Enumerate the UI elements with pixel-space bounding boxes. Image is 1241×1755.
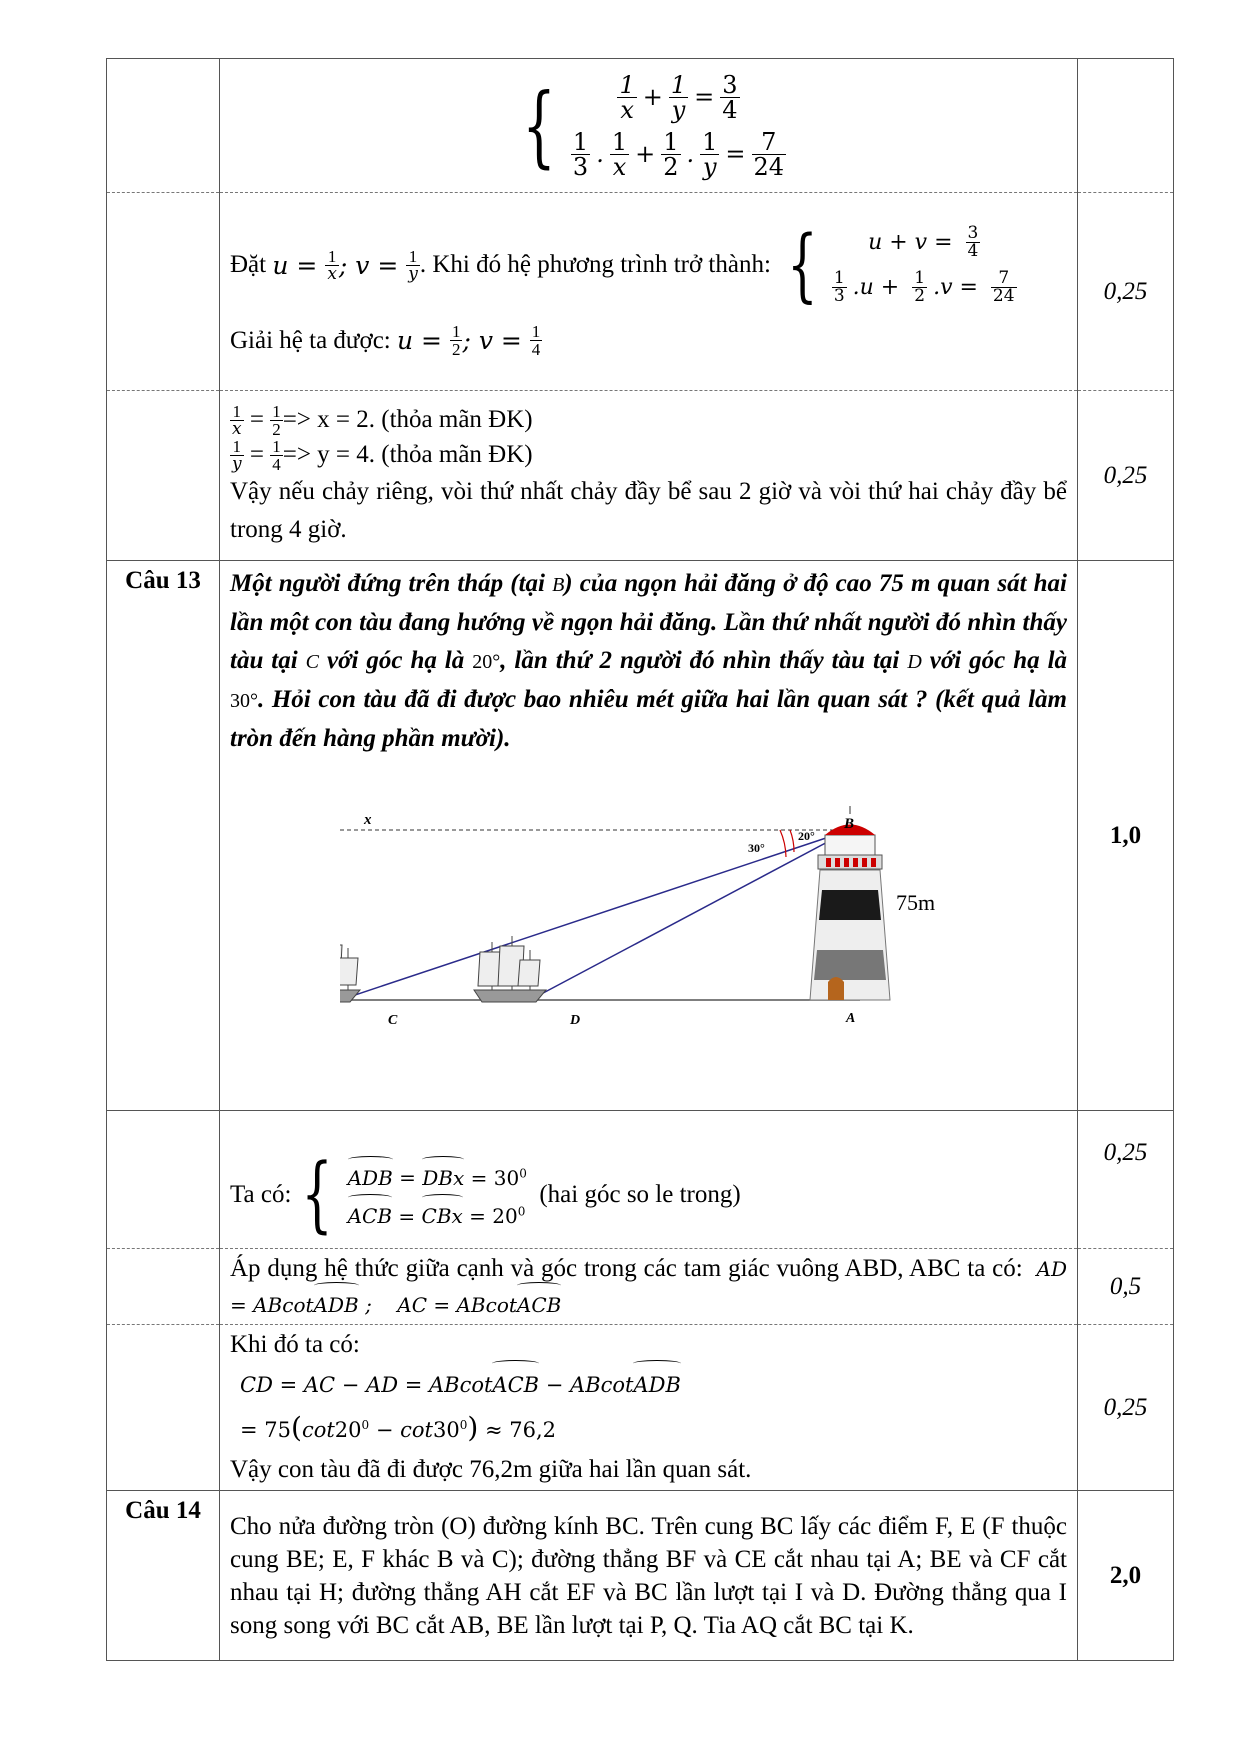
label-a: A bbox=[846, 1011, 856, 1026]
score-apdung: 0,5 bbox=[1078, 1249, 1174, 1325]
score-substitution: 0,25 bbox=[1078, 193, 1174, 391]
uv-system: { u + v = $\frac{3}{4}$ $\frac{1}{3}$ .u + $\frac{1}{2}$ .v = $\frac{7}{24}$ bbox=[787, 218, 1015, 311]
cau13-problem-text: Một người đứng trên tháp (tại B) của ngọn hải đăng ở độ cao 75 m quan sát hai lần một con tàu đang hướng về ngọn hải đăng. Lần thứ nhất người đó nhìn thấy tàu tại C với góc hạ là 20°, lần thứ 2 người đó nhìn thấy tàu tại D với góc hạ là 30°. Hỏi con tàu đã đi được bao nhiêu mét giữa hai lần quan sát ? (kết quả làm tròn đến hàng phần mười). bbox=[230, 570, 1068, 752]
score-results: 0,25 bbox=[1078, 391, 1174, 561]
angle-label-30: 30° bbox=[748, 841, 765, 855]
row-system bbox=[107, 59, 1174, 193]
row-khido: Khi đó ta có: CD = AC − AD = ABcotACB − ABcotADB = $75(\cot 20^0 - \cot 30^0) \approx 76,2$ Vậy con tàu đã đi được 76,2m giữa hai lần quan sát. 0,25 bbox=[107, 1325, 1174, 1491]
question-label-14: Câu 14 bbox=[107, 1491, 220, 1661]
equation-system: { $\frac{1}{x}$ + $\frac{1}{y}$ = $\frac{3}{4}$ $\frac{1}{3}$ . $\frac{1}{x}$ + $\frac{1}{2}$ . $\frac{1}{y}$ = $\frac{7}{24}$ bbox=[522, 70, 785, 181]
row-apdung: Áp dụng hệ thức giữa cạnh và góc trong các tam giác vuông ABD, ABC ta có: AD = ABcotADB ; AC = ABcotACB 0,5 bbox=[107, 1249, 1174, 1325]
score-khido: 0,25 bbox=[1078, 1325, 1174, 1491]
ship-icon-c bbox=[340, 935, 360, 1002]
row-results: $\frac{1}{x}$ = $\frac{1}{2}$ => x = 2. (thỏa mãn ĐK) $\frac{1}{y}$ = $\frac{1}{4}$ => y = 4. (thỏa mãn ĐK) Vậy nếu chảy riêng, vòi thứ nhất chảy đầy bể sau 2 giờ và vòi thứ hai chảy đầy bể trong 4 giờ. 0,25 bbox=[107, 391, 1174, 561]
lighthouse-figure bbox=[340, 800, 980, 1060]
lighthouse-icon bbox=[810, 806, 890, 1000]
angle-label-20: 20° bbox=[798, 829, 815, 843]
sight-line-c bbox=[340, 830, 850, 1000]
score-cau14: 2,0 bbox=[1078, 1491, 1174, 1661]
answer-table bbox=[106, 58, 1174, 1661]
cau14-problem-text: Cho nửa đường tròn (O) đường kính BC. Trên cung BC lấy các điểm F, E (F thuộc cung BE; E, F khác B và C); đường thẳng BF và CE cắt nhau tại A; BE và CF cắt nhau tại H; đường thẳng AH cắt EF và BC lần lượt tại I và D. Đường thẳng qua I song song với BC cắt AB, BE lần lượt tại P, Q. Tia AQ cắt BC tại K. bbox=[230, 1512, 1067, 1639]
row-substitution: Đặt u = $\frac{1}{x}$ ; v = $\frac{1}{y}$ . Khi đó hệ phương trình trở thành: { u + v = $\frac{3}{4}$ $\frac{1}{3}$ .u + $\frac{1}{2}$ .v = $\frac{7}{24}$ Giải hệ ta được: u = $\frac{1}{2}$ ; v = $\frac{1}{4}$ 0,25 bbox=[107, 193, 1174, 391]
angle-system: { ADB = DBx = $30^0$ ACB = CBx = $20^0$ bbox=[301, 1146, 527, 1242]
score-cau13: 1,0 bbox=[1078, 561, 1174, 1111]
label-c: C bbox=[388, 1013, 398, 1028]
row-taco: Ta có: { ADB = DBx = $30^0$ ACB = CBx = $20^0$ (hai góc so le trong) 0,25 bbox=[107, 1111, 1174, 1249]
score-taco: 0,25 bbox=[1078, 1111, 1174, 1249]
label-d: D bbox=[570, 1013, 581, 1028]
question-label-13: Câu 13 bbox=[107, 561, 220, 1111]
ship-icon-d bbox=[474, 936, 546, 1002]
row-cau14 bbox=[107, 1491, 1174, 1661]
label-x: x bbox=[364, 812, 372, 828]
row-cau13-problem bbox=[107, 561, 1174, 1111]
label-b: B bbox=[844, 816, 855, 832]
sight-line-d bbox=[530, 830, 850, 1000]
label-height: 75m bbox=[896, 890, 936, 915]
